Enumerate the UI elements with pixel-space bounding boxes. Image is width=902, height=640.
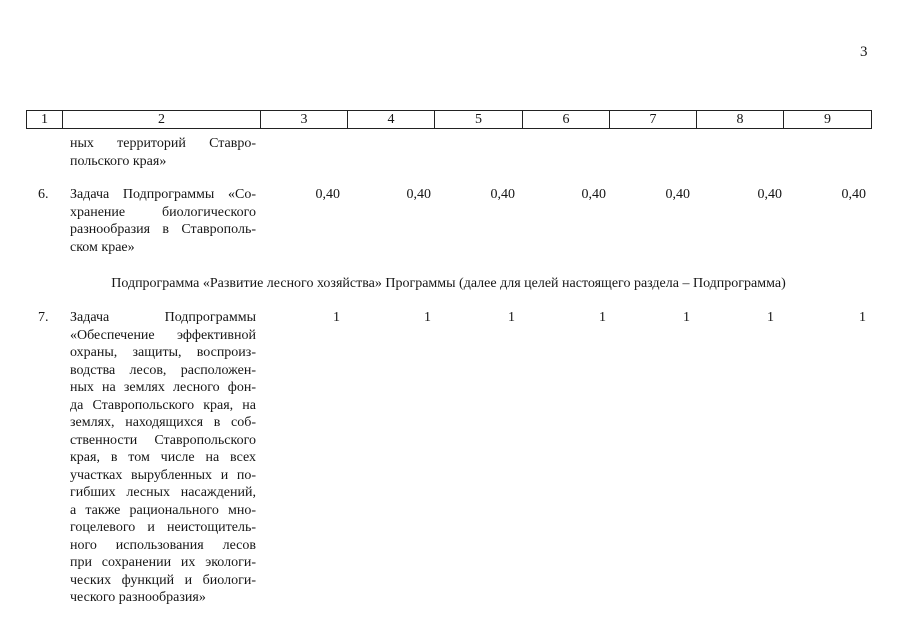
- subprogram-section-title: Подпрограмма «Развитие лесного хозяйства» Программы (далее для целей настоящего раздела – Подпрограмма): [111, 276, 786, 291]
- description-line: гибших лесных насаждений,: [70, 485, 256, 500]
- description-line: охраны, защиты, воспроиз-: [70, 345, 256, 360]
- row-number: 6.: [38, 187, 49, 202]
- description-line: Задача Подпрограммы «Со-: [70, 187, 256, 202]
- description-line: ного использования лесов: [70, 537, 256, 553]
- description-line: водства лесов, расположен-: [70, 362, 256, 378]
- description-line: Задача Подпрограммы: [70, 310, 256, 325]
- column-header-2: 2: [63, 111, 261, 129]
- row-number: 7.: [38, 310, 49, 325]
- description-line: ческих функций и биологи-: [70, 572, 256, 588]
- description-line: при сохранении их экологи-: [70, 555, 256, 570]
- description-line: ческого разнообразия»: [70, 590, 206, 605]
- column-header-3: 3: [261, 111, 348, 129]
- row-description: [70, 309, 256, 607]
- column-header-6: 6: [523, 111, 610, 129]
- row-value-col7: 1: [683, 310, 690, 325]
- row-value-col4: 0,40: [406, 187, 431, 202]
- row-value-col8: 1: [767, 310, 774, 325]
- description-line: ском крае»: [70, 239, 135, 255]
- description-line: ных на землях лесного фон-: [70, 380, 256, 395]
- description-line: «Обеспечение эффективной: [70, 327, 256, 343]
- row-value-col5: 0,40: [490, 187, 515, 202]
- column-header-4: 4: [348, 111, 435, 129]
- continuation-description: [70, 135, 256, 170]
- row-value-col3: 1: [333, 310, 340, 325]
- description-line: польского края»: [70, 153, 167, 169]
- description-line: гоцелевого и неистощитель-: [70, 520, 256, 535]
- description-line: участках вырубленных и по-: [70, 467, 256, 483]
- row-value-col5: 1: [508, 310, 515, 325]
- row-value-col4: 1: [424, 310, 431, 325]
- description-line: да Ставропольского края, на: [70, 397, 256, 413]
- description-line: а также рационального мно-: [70, 502, 256, 518]
- row-value-col7: 0,40: [665, 187, 690, 202]
- description-line: землях, находящихся в соб-: [70, 415, 256, 430]
- column-header-5: 5: [435, 111, 523, 129]
- column-header-row: [26, 110, 872, 129]
- row-value-col8: 0,40: [757, 187, 782, 202]
- column-header-7: 7: [610, 111, 697, 129]
- column-header-1: 1: [27, 111, 63, 129]
- description-line: хранение биологического: [70, 204, 256, 220]
- row-value-col6: 0,40: [581, 187, 606, 202]
- row-value-col9: 0,40: [841, 187, 866, 202]
- description-line: ных территорий Ставро-: [70, 136, 256, 151]
- row-value-col3: 0,40: [315, 187, 340, 202]
- row-description: [70, 186, 256, 256]
- row-value-col9: 1: [859, 310, 866, 325]
- column-header-8: 8: [697, 111, 784, 129]
- description-line: ственности Ставропольского: [70, 432, 256, 448]
- description-line: края, в том числе на всех: [70, 450, 256, 465]
- page-number: 3: [860, 44, 868, 60]
- description-line: разнообразия в Ставрополь-: [70, 222, 256, 237]
- column-header-9: 9: [784, 111, 872, 129]
- row-value-col6: 1: [599, 310, 606, 325]
